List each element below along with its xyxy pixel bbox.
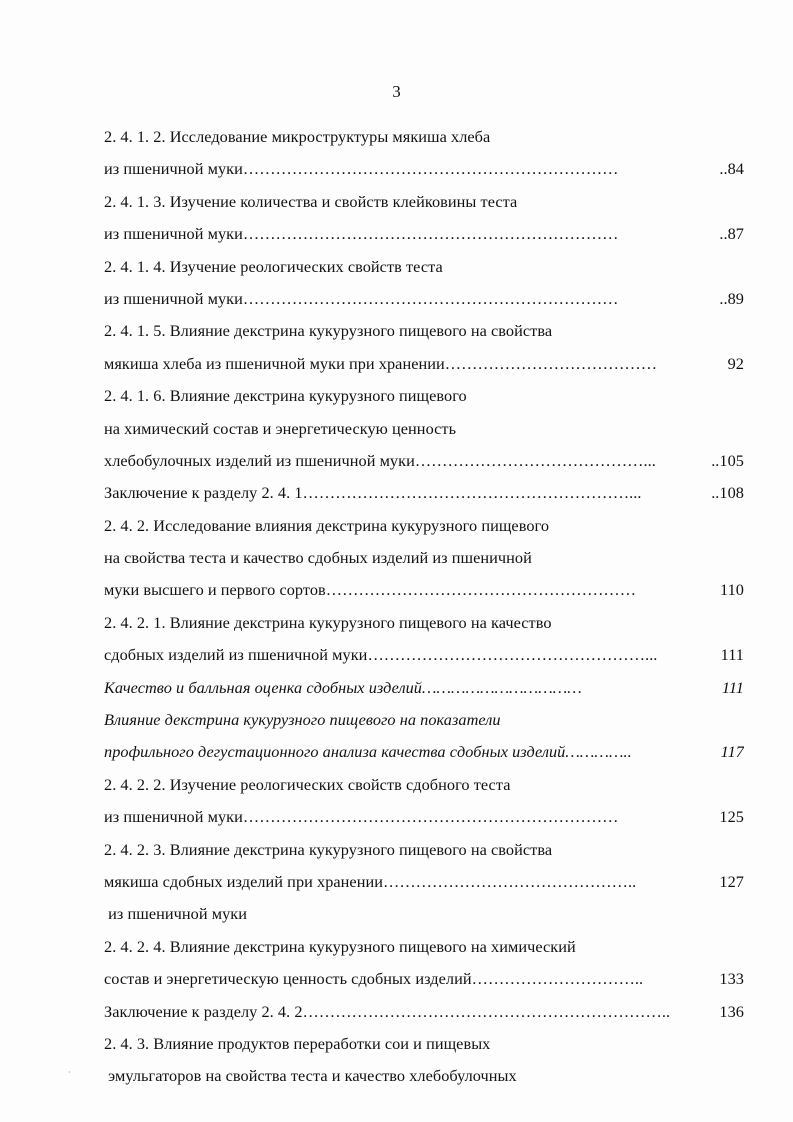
toc-entry-title: 2. 4. 1. 3. Изучение количества и свойств клейковины теста — [104, 191, 518, 211]
toc-entry-title: сдобных изделий из пшеничной муки — [104, 645, 368, 665]
toc-entry-title: на химический состав и энергетическую ценность — [104, 418, 457, 438]
toc-entry-title: на свойства теста и качество сдобных изделий из пшеничной — [104, 548, 532, 568]
toc-line — [104, 288, 744, 320]
toc-entry-title: 2. 4. 3. Влияние продуктов переработки сои и пищевых — [104, 1033, 491, 1053]
toc-page-number: ..89 — [719, 288, 744, 308]
toc-line — [104, 385, 744, 417]
toc-entry-title: из пшеничной муки — [104, 288, 243, 308]
toc-dot-leader: ………………………………………………… — [325, 580, 637, 600]
toc-page-number: ..84 — [719, 159, 744, 179]
scan-mark: · — [68, 1068, 71, 1077]
toc-line — [104, 482, 744, 514]
toc-entry-title: эмульгаторов на свойства теста и качество хлебобулочных — [104, 1066, 517, 1086]
toc-dot-leader: ……………………………………….. — [383, 871, 637, 891]
toc-page-number: 92 — [727, 353, 744, 373]
toc-line — [104, 774, 744, 806]
toc-line — [104, 968, 744, 1000]
toc-entry-title: 2. 4. 2. 4. Влияние декстрина кукурузного пищевого на химический — [104, 936, 576, 956]
toc-dot-leader: …………………………………………………………… — [242, 807, 619, 827]
toc-line — [104, 936, 744, 968]
toc-entry-title: 2. 4. 2. 1. Влияние декстрина кукурузного пищевого на качество — [104, 612, 552, 632]
toc-line — [104, 223, 744, 255]
toc-line — [104, 1065, 744, 1097]
toc-line — [104, 547, 744, 579]
toc-dot-leader: ………………………………………………………….. — [302, 1001, 671, 1021]
toc-entry-title: профильного дегустационного анализа качества сдобных изделий — [104, 742, 566, 762]
toc-entry-title: 2. 4. 2. Исследование влияния декстрина кукурузного пищевого — [104, 515, 550, 535]
toc-line — [104, 677, 744, 709]
toc-entry-title: из пшеничной муки — [104, 904, 247, 924]
toc-page-number: ..87 — [719, 224, 744, 244]
toc-dot-leader: ………………………………… — [444, 353, 658, 373]
toc-line — [104, 839, 744, 871]
toc-line — [104, 515, 744, 547]
toc-page-number: ..108 — [711, 483, 744, 503]
toc-entry-title: 2. 4. 1. 4. Изучение реологических свойств теста — [104, 256, 443, 276]
toc-page-number: 117 — [720, 742, 744, 762]
toc-entry-title: Качество и балльная оценка сдобных изделий — [104, 677, 422, 697]
toc-dot-leader: ……………………………………………... — [367, 645, 658, 665]
toc-entry-title: мякиша сдобных изделий при хранении — [104, 871, 383, 891]
toc-line — [104, 612, 744, 644]
toc-entry-title: Заключение к разделу 2. 4. 2 — [104, 1001, 303, 1021]
toc-dot-leader: ……………………………………... — [414, 450, 656, 470]
toc-entry-title: 2. 4. 1. 2. Исследование микроструктуры мякиша хлеба — [104, 127, 491, 146]
toc-dot-leader: …………………………… — [421, 677, 582, 697]
toc-dot-leader: ………….. — [565, 742, 632, 762]
toc-line — [104, 191, 744, 223]
toc-page-number: 136 — [719, 1001, 744, 1021]
toc-dot-leader: …………………………………………………………… — [242, 288, 619, 308]
toc-page-number: 127 — [719, 871, 744, 891]
toc-entry-title: 2. 4. 1. 5. Влияние декстрина кукурузного пищевого на свойства — [104, 321, 553, 341]
toc-dot-leader: …………………………………………………………… — [242, 159, 619, 179]
toc-line — [104, 644, 744, 676]
toc-entry-title: Заключение к разделу 2. 4. 1 — [104, 483, 303, 503]
toc-line — [104, 1033, 744, 1065]
toc-entry-title: из пшеничной муки — [104, 807, 243, 827]
toc-entry-title: состав и энергетическую ценность сдобных изделий — [104, 969, 472, 989]
toc-line — [104, 353, 744, 385]
toc-entry-title: 2. 4. 1. 6. Влияние декстрина кукурузного пищевого — [104, 386, 467, 406]
toc-line — [104, 806, 744, 838]
toc-dot-leader: ……………………………………………………... — [302, 483, 642, 503]
toc-entry-title: муки высшего и первого сортов — [104, 580, 326, 600]
toc-line — [104, 871, 744, 903]
toc-page-number: 111 — [720, 645, 744, 665]
table-of-contents — [104, 126, 744, 1098]
toc-page-number: 110 — [720, 580, 744, 600]
toc-dot-leader: …………………………………………………………… — [242, 224, 619, 244]
toc-entry-title: мякиша хлеба из пшеничной муки при хранении — [104, 353, 445, 373]
toc-line — [104, 579, 744, 611]
toc-line — [104, 1001, 744, 1033]
toc-line — [104, 418, 744, 450]
toc-entry-title: Влияние декстрина кукурузного пищевого на показатели — [104, 710, 501, 730]
toc-entry-title: 2. 4. 2. 3. Влияние декстрина кукурузного пищевого на свойства — [104, 839, 553, 859]
toc-page-number: ..105 — [711, 450, 744, 470]
toc-page-number: 111 — [721, 677, 744, 697]
toc-line — [104, 450, 744, 482]
toc-line — [104, 741, 744, 773]
toc-line — [104, 709, 744, 741]
toc-entry-title: 2. 4. 2. 2. Изучение реологических свойств сдобного теста — [104, 774, 511, 794]
toc-line — [104, 158, 744, 190]
toc-line — [104, 126, 744, 158]
toc-entry-title: из пшеничной муки — [104, 224, 243, 244]
toc-line — [104, 903, 744, 935]
toc-page-number: 133 — [719, 969, 744, 989]
toc-dot-leader: ………………………….. — [471, 969, 644, 989]
toc-line — [104, 320, 744, 352]
toc-entry-title: хлебобулочных изделий из пшеничной муки — [104, 450, 415, 470]
toc-page-number: 125 — [719, 807, 744, 827]
toc-entry-title: из пшеничной муки — [104, 159, 243, 179]
page-number: 3 — [392, 82, 401, 101]
toc-line — [104, 256, 744, 288]
